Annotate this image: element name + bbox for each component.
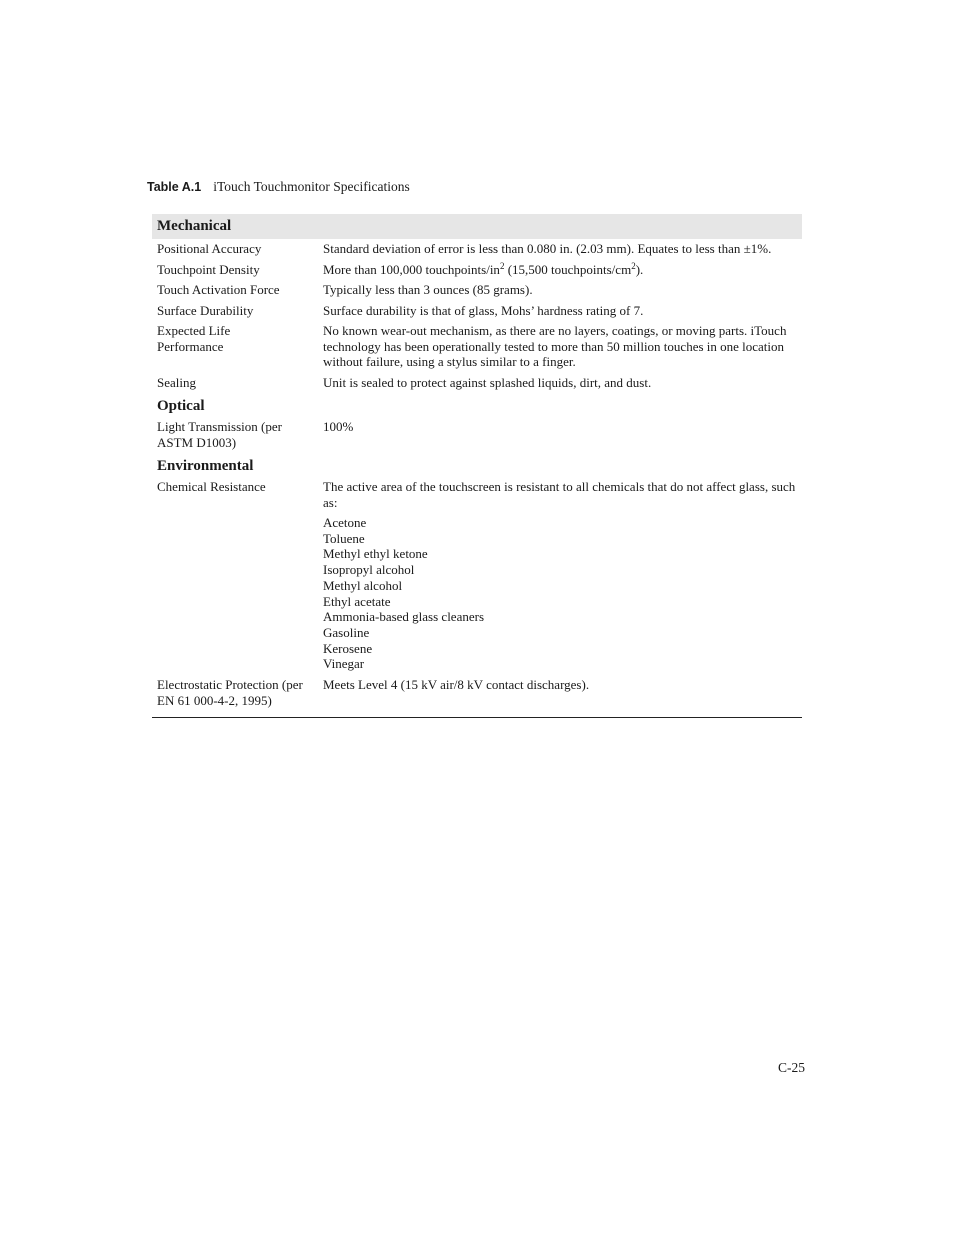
- list-item: Ammonia-based glass cleaners: [323, 609, 485, 625]
- list-item: Vinegar: [323, 656, 365, 672]
- table-caption: [147, 179, 410, 195]
- superscript: 2: [499, 260, 505, 271]
- row-label: Electrostatic Protection (per EN 61 000-4-2, 1995): [157, 677, 303, 708]
- list-item: Acetone: [323, 515, 367, 530]
- row-value: [323, 262, 797, 278]
- table-caption-label: Table A.1: [147, 180, 202, 194]
- row-label: Touch Activation Force: [157, 282, 280, 297]
- row-label: Touchpoint Density: [157, 261, 260, 277]
- table-row: [152, 282, 802, 298]
- value-part: (15,500 touchpoints/cm: [504, 261, 632, 277]
- table-row: [152, 375, 802, 391]
- list-item: Toluene: [323, 530, 365, 546]
- value-part: More than 100,000 touchpoints/in: [323, 261, 500, 277]
- row-label: Light Transmission (per ASTM D1003): [157, 419, 282, 450]
- table-row: [152, 241, 802, 257]
- page-number: C-25: [778, 1060, 805, 1075]
- value-part: ).: [635, 261, 644, 277]
- section-heading-mechanical: Mechanical: [152, 214, 802, 239]
- chemical-list: [323, 515, 797, 672]
- row-value: Typically less than 3 ounces (85 grams).: [323, 282, 533, 297]
- list-item: Methyl ethyl ketone: [323, 546, 428, 562]
- row-label: Sealing: [157, 374, 196, 390]
- row-value: No known wear-out mechanism, as there are no layers, coatings, or moving parts. iTouch technology has been operationally tested to more than 50 million touches in one location without failure, using a stylus similar to a finger.: [323, 323, 787, 369]
- row-value: 100%: [323, 419, 354, 434]
- row-value: Meets Level 4 (15 kV air/8 kV contact discharges).: [323, 677, 590, 693]
- list-item: Methyl alcohol: [323, 577, 403, 593]
- table-caption-title: iTouch Touchmonitor Specifications: [213, 179, 410, 194]
- list-item: Kerosene: [323, 640, 373, 656]
- row-label: Expected Life Performance: [157, 323, 231, 354]
- row-value: Standard deviation of error is less than 0.080 in. (2.03 mm). Equates to less than ±1%.: [323, 241, 772, 256]
- table-row: [152, 323, 802, 370]
- row-label: Chemical Resistance: [157, 479, 266, 494]
- list-item: Ethyl acetate: [323, 593, 391, 609]
- table-row: [152, 303, 802, 319]
- row-value: Surface durability is that of glass, Mohs’ hardness rating of 7.: [323, 302, 644, 318]
- superscript: 2: [631, 260, 636, 271]
- list-item: Gasoline: [323, 624, 370, 640]
- section-heading-optical: Optical: [157, 398, 205, 414]
- section-heading-environmental: Environmental: [157, 458, 254, 474]
- table-row: [152, 419, 802, 450]
- table-row: [152, 677, 802, 708]
- row-label: Surface Durability: [157, 302, 254, 318]
- row-value: Unit is sealed to protect against splashed liquids, dirt, and dust.: [323, 374, 652, 390]
- table-row: [152, 479, 802, 672]
- list-item: Isopropyl alcohol: [323, 562, 415, 578]
- spec-table: [152, 214, 802, 718]
- row-value-text: The active area of the touchscreen is resistant to all chemicals that do not affect glass, such as:: [323, 479, 796, 510]
- row-value: [323, 479, 797, 672]
- row-label: Positional Accuracy: [157, 241, 262, 256]
- table-row: [152, 262, 802, 278]
